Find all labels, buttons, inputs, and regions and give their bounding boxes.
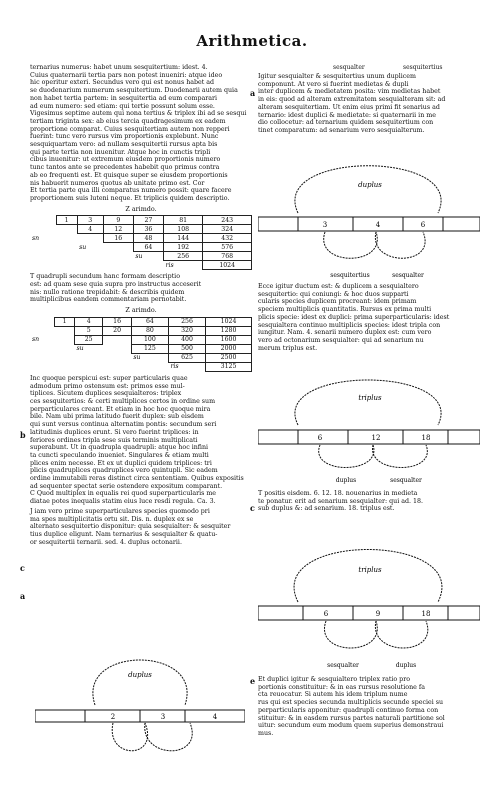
lower-arc-right <box>373 445 428 468</box>
table-cell: su <box>76 345 84 353</box>
table-cell <box>103 261 133 270</box>
text-line: alteram sesquitertiam. Ut enim eius primi fit senarius ad <box>258 103 440 111</box>
text-line: non habet tertia partem: in sesquitertia ad eum comparari <box>30 94 218 102</box>
cell-value: 18 <box>421 434 431 442</box>
table-cell: 576 <box>203 243 252 252</box>
table-cell: 243 <box>203 216 252 225</box>
text-line: admodum primo ostensum est: primos esse mul- <box>30 382 185 390</box>
lower-label-right: duplus <box>395 662 417 669</box>
cell-value: 6 <box>420 221 426 229</box>
right-paragraph-2 <box>258 283 480 352</box>
table-cell: 1024 <box>206 317 252 326</box>
table-cell: 256 <box>164 252 203 261</box>
table-cell: 16 <box>103 317 131 326</box>
number-bar <box>258 606 480 620</box>
table-cell <box>55 326 75 335</box>
text-line: proportionem suis luteni neque. Et triplicis quidem descriptio. <box>30 194 230 202</box>
text-line: T positis eisdem. 6. 12. 18. nouenarius in medieta <box>258 490 418 497</box>
table-cell: 12 <box>103 225 133 234</box>
text-line: est: ad quam sese quia supra pro instructus acceserit <box>30 281 202 289</box>
table-cell: 100 <box>131 335 168 344</box>
text-line: ces sesquitertios: & certi multiplices certos in ordine sum <box>30 397 216 405</box>
text-line: qui parte tertia non inuenitur. Atque hoc in cunctis tripli <box>30 148 211 156</box>
table-cell <box>74 353 102 362</box>
page-title: Arithmetica. <box>196 32 308 50</box>
table-cell: su <box>79 243 87 251</box>
text-line: inter duplicem & medietatem posita: vim medietas habet <box>258 88 441 96</box>
arc-outline <box>295 380 441 425</box>
table-cell: su <box>133 354 141 362</box>
lower-arc-right <box>375 232 425 258</box>
label-sesquitertius: sesquitertius <box>403 64 443 71</box>
table-cell <box>103 243 133 252</box>
arc-label: triplus <box>358 566 382 574</box>
cell-value: 18 <box>421 610 431 618</box>
text-line: Inc quoque perspicui est: super particularis quae <box>30 374 188 382</box>
table-cell: 27 <box>133 216 163 225</box>
text-line: vero ad octonarium sesquialter: qui ad senarium nu <box>258 336 424 344</box>
text-line: bile. Nam ubi prima latitudo fuerit duplex: sub eisdem <box>30 413 204 421</box>
cell-value: 2 <box>110 713 116 721</box>
table-cell: 3125 <box>206 362 252 371</box>
table-row <box>30 317 252 326</box>
text-line: sesquiquartam vero: ad nullam sesquitertii rursus apta bis <box>30 141 218 149</box>
table-cell <box>103 335 131 344</box>
number-bar <box>258 217 480 231</box>
text-line: plicis quadruplices quadruplices vero quintupli. Sic eadem <box>30 467 218 475</box>
table-cell <box>56 225 77 234</box>
cell-value: 3 <box>322 221 328 229</box>
table-cell <box>103 344 131 353</box>
text-line: plices enim necesse. Et ex ut duplici quidem triplices: tri <box>30 459 212 467</box>
text-line: plicis specie: idest ex duplici: prima superparticularis: idest <box>258 313 450 321</box>
arc-outline <box>295 166 441 213</box>
left-paragraph-4 <box>30 508 252 547</box>
triplus-diagram-2 <box>258 532 480 672</box>
table-cell: 108 <box>164 225 203 234</box>
table-cell: 16 <box>103 234 133 243</box>
table-row <box>30 326 252 335</box>
text-line: Cuius quaternarii tertia pars non potest inueniri: atque ideo <box>30 71 223 79</box>
margin-mark-c: c <box>250 503 255 513</box>
table-row <box>30 344 252 353</box>
lower-arc-right <box>375 621 427 648</box>
table-cell <box>77 252 103 261</box>
left-paragraph-1 <box>30 64 252 203</box>
table-cell <box>30 243 56 252</box>
right-column <box>258 64 480 137</box>
table-cell: 432 <box>203 234 252 243</box>
text-line: hic operitur exteri. Secundus vero qui est nonus habet ad <box>30 79 215 87</box>
table-cell <box>30 261 56 270</box>
text-line: nis habuerit numeros quotus ab unitate primo est. Cor <box>30 179 205 187</box>
table-cell <box>55 362 75 371</box>
text-line: cta reuocatur. Si autem his idem triplum nume <box>258 691 408 699</box>
table-cell <box>55 344 75 353</box>
table-cell: 625 <box>168 353 205 362</box>
arc-label: duplus <box>358 181 382 189</box>
lower-label-left: duplus <box>335 477 357 484</box>
cell-value: 4 <box>212 713 218 721</box>
table-cell: 320 <box>168 326 205 335</box>
lower-arc-right <box>145 723 193 751</box>
table-cell: 400 <box>168 335 205 344</box>
table-cell <box>30 225 56 234</box>
table-row <box>30 225 252 234</box>
text-line: latitudinis duplices erunt. Si vero fuerint triplices: in <box>30 428 199 436</box>
right-paragraph-3-block <box>258 490 480 515</box>
table-cell <box>131 362 168 371</box>
table-cell <box>56 261 77 270</box>
table-cell <box>133 261 163 270</box>
text-line: ab eo frequenti est. Et quisque super se eiusdem proportionis <box>30 171 228 179</box>
table-1-caption: Z arimdo. <box>125 204 157 213</box>
table-cell: 48 <box>133 234 163 243</box>
right-paragraph-3 <box>258 490 480 513</box>
text-line: tius duplice eligunt. Nam ternarius & sesquialter & quatu- <box>30 530 218 538</box>
table-cell <box>30 326 55 335</box>
duplus-diagram-bottom-left <box>35 635 245 785</box>
quadruple-table <box>30 317 252 372</box>
text-line: mus. <box>258 729 274 737</box>
text-line: J iam vero prime superparticulares species quomodo pri <box>30 507 210 515</box>
margin-mark-a: a <box>20 591 26 601</box>
table-cell: 3 <box>77 216 103 225</box>
number-bar <box>258 430 480 444</box>
table-cell: 125 <box>131 344 168 353</box>
table-cell: 192 <box>164 243 203 252</box>
text-line: or sesquitertii ternarii. sed. 4. duplus octonarii. <box>30 538 182 546</box>
table-cell: 1 <box>55 317 75 326</box>
text-line: uitur: secundum eum modum quem superius demonstraui <box>258 722 444 730</box>
table-cell <box>56 234 77 243</box>
text-line: tertiam triginta sex: ab eius tercia quadragesimum ex eadem <box>30 117 226 125</box>
table-row <box>30 234 252 243</box>
table-cell <box>56 252 77 261</box>
text-line: Et duplici igitur & sesquialtero triplex ratio pro <box>258 676 411 683</box>
text-line: in eis: quod ad alteram extremitatem sesquialteram sit: ad <box>258 96 446 104</box>
margin-mark-c: c <box>20 563 25 573</box>
lower-arc-left <box>324 621 377 648</box>
table-cell <box>103 252 133 261</box>
table-cell <box>103 353 131 362</box>
duplus-diagram-svg <box>35 635 245 785</box>
margin-mark-b: b <box>20 430 26 440</box>
table-cell <box>30 252 56 261</box>
text-line: iungitur. Nam. 4. senarii numero duplex est: cum vero <box>258 329 432 337</box>
table-cell: 80 <box>131 326 168 335</box>
cell-value: 6 <box>317 434 323 442</box>
text-line: perparticularis apponitur: quadrupli continuo forma con <box>258 706 439 714</box>
table-cell: 20 <box>103 326 131 335</box>
text-line: ad sequenter spectat serie ostendere expositum comparant. <box>30 482 223 490</box>
cell-value: 12 <box>371 434 381 442</box>
duplus-diagram <box>258 145 480 280</box>
table-cell: 324 <box>203 225 252 234</box>
lower-label-left: sesqualter <box>327 662 359 669</box>
table-cell: 5 <box>74 326 102 335</box>
right-paragraph-4-block <box>258 676 480 740</box>
table-cell: 4 <box>74 317 102 326</box>
triplus-diagram-svg <box>258 532 480 672</box>
table-cell: 1280 <box>206 326 252 335</box>
left-paragraph-3 <box>30 375 252 506</box>
text-line: se duodenarium numerum sesquitertium. Duodenarii autem quia <box>30 87 238 95</box>
text-line: feriores ordines tripla sese suis terminis multiplicati <box>30 436 198 444</box>
text-line: merum triplus est. <box>258 344 318 352</box>
text-line: dio collocetur: ad ternarium quidem sesquitertium con <box>258 119 434 127</box>
text-line: Et tertia parte qua illi comparatus numero possit: quare facere <box>30 187 232 195</box>
table-cell <box>55 353 75 362</box>
text-line: cibus inuenitur: ut extremum eiusdem proportionis numero <box>30 156 221 164</box>
left-column <box>30 64 252 548</box>
left-paragraph-2 <box>30 273 252 304</box>
table-cell: 500 <box>168 344 205 353</box>
text-line: multiplicibus eandem commentariam pernotabit. <box>30 296 187 304</box>
text-line: tunc tantos ante se precedentes habebit quo primus contra <box>30 164 220 172</box>
text-line: C Quod multiplex in equalis rei quod superparticularis me <box>30 490 217 498</box>
text-line: sesquialtera continuo multiplicis species: idest tripla con <box>258 321 441 329</box>
text-line: speciem multiplicis quantitatis. Rursus ex prima multi <box>258 306 432 314</box>
table-row <box>30 261 252 270</box>
text-line: ternario: idest duplici & medietate: si quaternarii in me <box>258 111 436 119</box>
table-cell <box>55 335 75 344</box>
text-line: perparticulares creant. Et etiam in hoc hoc quoque mira <box>30 405 211 413</box>
table-row <box>30 335 252 344</box>
right-paragraph-2-block <box>258 283 480 354</box>
table-cell: ris <box>165 261 174 269</box>
text-line: Ecce igitur ductum est: & duplicem a sesquialtero <box>258 283 419 290</box>
table-cell: 1024 <box>203 261 252 270</box>
table-cell: sn <box>32 336 40 344</box>
arc-label: triplus <box>358 394 382 402</box>
table-cell: 64 <box>133 243 163 252</box>
table-cell: 25 <box>74 335 102 344</box>
text-line: diatae potes inequalis statim eius luce resdi regula. Ca. 3. <box>30 498 216 506</box>
table-cell <box>30 353 55 362</box>
triplus-diagram-1 <box>258 360 480 485</box>
cell-value: 9 <box>375 610 381 618</box>
table-cell: 36 <box>133 225 163 234</box>
lower-arc-left <box>112 723 147 751</box>
text-line: proportione comparat. Cuius sesquitertiam autem non repperi <box>30 125 230 133</box>
text-line: sub duplus &: ad senarium. 18. triplus est. <box>258 505 395 513</box>
table-cell: 81 <box>164 216 203 225</box>
arc-outline <box>294 550 442 603</box>
lower-arc-left <box>319 445 374 468</box>
table-row <box>30 216 252 225</box>
text-line: ternarius numerus: habet unum sesquitertium: idest. 4. <box>30 64 208 71</box>
text-line: nis: nullo ratione trepidabit: & describis quidem <box>30 288 185 296</box>
arc-outline <box>93 660 187 705</box>
table-cell <box>30 317 55 326</box>
cell-value: 6 <box>323 610 329 618</box>
lower-arc-left <box>324 232 378 258</box>
text-line: sesquitertio: qui coniungi: & hoc duos supparti <box>258 290 409 298</box>
triple-table <box>30 215 252 270</box>
table-cell: 2000 <box>206 344 252 353</box>
margin-mark-a: a <box>250 88 256 98</box>
text-line: componunt. At vero si fuerint medietas & dupli <box>258 80 409 88</box>
table-cell <box>56 243 77 252</box>
table-cell <box>30 216 56 225</box>
arc-label: duplus <box>128 671 152 679</box>
duplus-diagram-svg <box>258 145 480 280</box>
text-line: qui sunt versus continua alternatim pontis: secundum seri <box>30 421 217 429</box>
lower-label-left: sesquitertius <box>330 272 370 279</box>
text-line: portionis constituitur: & in eas rursus resolutione fa <box>258 683 425 691</box>
table-row <box>30 353 252 362</box>
table-cell <box>30 344 55 353</box>
text-line: Igitur sesquialter & sesquitertius unum duplicem <box>258 73 416 80</box>
text-line: rus qui est species secunda multiplicis secunde speciei su <box>258 699 444 707</box>
table-cell: 9 <box>103 216 133 225</box>
table-row <box>30 362 252 371</box>
table-cell: 64 <box>131 317 168 326</box>
table-row <box>30 252 252 261</box>
table-cell: 1600 <box>206 335 252 344</box>
table-cell: 144 <box>164 234 203 243</box>
text-line: ta cuncti speculando inueniet. Singulares & etiam multi <box>30 451 209 459</box>
table-cell <box>77 261 103 270</box>
right-paragraph-1 <box>258 73 480 135</box>
table-cell: ris <box>170 363 179 371</box>
text-line: Vigesimus septime autem qui nona tertius & triplex ibi ad se sesqui <box>30 110 247 118</box>
text-line: superabunt. Ut in quadrupla quadrupli: atque hoc infini <box>30 444 209 452</box>
text-line: ordine immutabili reras distinct circa sententiam. Quibus expositis <box>30 475 244 483</box>
table-cell: su <box>135 252 143 260</box>
table-row <box>30 243 252 252</box>
table-cell <box>77 234 103 243</box>
cell-value: 3 <box>160 713 166 721</box>
lower-label-right: sesqualter <box>392 272 424 279</box>
table-cell: 256 <box>168 317 205 326</box>
text-line: ma spes multiplicitatis ortu sit. Dis. n. duplex ex se <box>30 515 194 523</box>
table-cell <box>74 362 102 371</box>
text-line: cularis species duplicem procreant: idem primam <box>258 298 417 306</box>
table-cell: 4 <box>77 225 103 234</box>
text-line: tinet comparatum: ad senarium vero sesquialterum. <box>258 126 425 134</box>
top-labels <box>258 64 480 73</box>
table-cell: 2500 <box>206 353 252 362</box>
cell-value: 4 <box>375 221 381 229</box>
table-cell <box>30 362 55 371</box>
table-2-caption: Z arimdo. <box>125 306 157 315</box>
text-line: stituitur: & in easdem rursus partes naturali partitione sol <box>258 714 445 722</box>
margin-mark-e: e <box>250 676 256 686</box>
text-line: tiplices. Sicutem duplices sesquialteros: triplex <box>30 390 182 398</box>
triplus-diagram-svg <box>258 360 480 485</box>
table-cell: 1 <box>56 216 77 225</box>
table-cell <box>103 362 131 371</box>
label-sesqualter: sesqualter <box>333 64 365 71</box>
text-line: ad eum numero: sed etiam: qui tertie possunt solum esse. <box>30 102 215 110</box>
table-cell: 768 <box>203 252 252 261</box>
text-line: te ponatur. erit ad senarium sesquialter: qui ad. 18. <box>258 497 424 505</box>
right-paragraph-4 <box>258 676 480 738</box>
table-cell: sn <box>32 234 40 242</box>
text-line: fuerint: tunc vero rursus vim proportionis explebunt. Nunc <box>30 133 219 141</box>
text-line: T quadrupli secundum hanc formam descriptio <box>30 273 180 281</box>
text-line: alternato sesquitertio disponitur: quia sesquialter: & sesquiter <box>30 523 231 531</box>
lower-label-right: sesqualter <box>390 477 422 484</box>
